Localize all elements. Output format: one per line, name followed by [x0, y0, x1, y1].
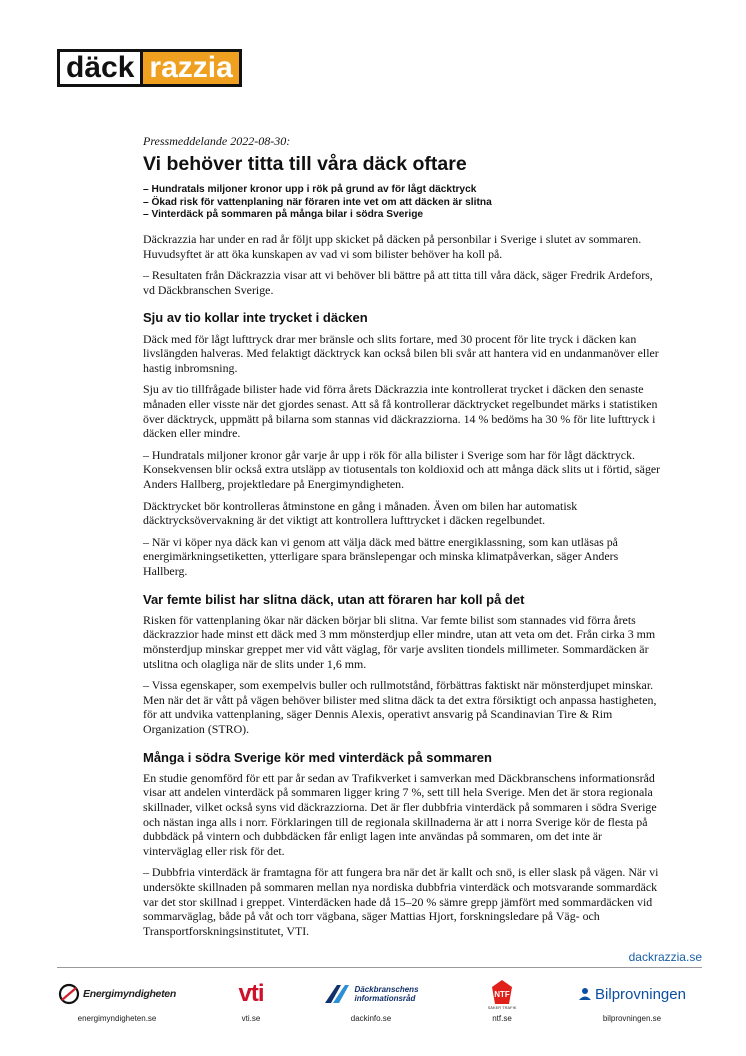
sponsor-name: Däckbranschens informationsråd: [354, 985, 419, 1003]
section-heading: Många i södra Sverige kör med vinterdäck på sommaren: [143, 749, 492, 765]
dateline: Pressmeddelande 2022-08-30:: [143, 134, 291, 148]
sponsor-ntf[interactable]: [442, 976, 562, 1023]
section-heading: Var femte bilist har slitna däck, utan att föraren har koll på det: [143, 591, 525, 607]
sponsor-vti[interactable]: [191, 976, 311, 1023]
paragraph: Däcktrycket bör kontrolleras åtminstone en gång i månaden. Även om bilen har automatisk däcktrycksövervakning är det viktigt att kontrollera lufttrycket i däcken regelbundet.: [143, 498, 578, 528]
dackrazzia-logo: [57, 49, 242, 87]
paragraph: Däck med för lågt lufttryck drar mer bränsle och slits fortare, med 30 procent för lite tryck i däcken kan livslängden halveras. Med felaktigt däcktryck kan också bilen bli svår att hantera vid en undanmanöver eller hastig inbromsning.: [143, 331, 659, 375]
paragraph: – När vi köper nya däck kan vi genom att välja däck med bättre energiklassning, som kan utläsas på energimärkningsetiketten, ytterligare spara bränslepengar och minska klimatpåverkan, säger Anders Hallberg.: [143, 534, 619, 578]
sponsor-url: vti.se: [241, 1014, 261, 1023]
summary-bullet: – Vinterdäck på sommaren på många bilar i södra Sverige: [143, 209, 424, 221]
ntf-tagline: SÄKER TRAFIK: [487, 1004, 517, 1010]
vti-logo-icon: vti: [238, 980, 264, 1007]
sponsor-url: dackinfo.se: [350, 1014, 392, 1023]
sponsor-bilprovningen[interactable]: [572, 976, 692, 1023]
sponsor-url: energimyndigheten.se: [77, 1014, 157, 1023]
sponsor-dackinfo[interactable]: [311, 976, 431, 1023]
bilprovningen-logo-icon: [578, 987, 592, 1001]
paragraph: En studie genomförd för ett par år sedan av Trafikverket i samverkan med Däckbranschens informationsråd visar att andelen vinterdäck på sommaren ligger kring 7 %, sett till hela Sverige. Men det är stora regionala skillnader, vilket också syns vid däckrazziorna. Det är fler dubbfria vinterdäck på sommaren i södra Sverige och nästan inga alls i norr. Förklaringen till de regionala skillnaderna är att i norra Sverige kör de flesta på dubbdäck på vintern och dubbdäcken får enligt lagen inte användas på sommaren, om det inte är vinterväglag eller risk för det.: [143, 770, 657, 858]
sponsor-name: Energimyndigheten: [83, 988, 176, 1000]
paragraph: – Dubbfria vinterdäck är framtagna för att fungera bra när det är kallt och snö, is eller slask på vägen. När vi undersökte skillnaden på sommaren mellan nya nordiska dubbfria vinterdäck och motsvarande sommardäck var det stor skillnad i greppet. Vinterdäcken hade då 15–20 % sämre grepp jämfört med sommardäcken vid sommarväglag, både på våt och torr vägbana, säger Mattias Hjort, forskningsledare på Väg- och Transportforskningsinstitutet, VTI.: [143, 865, 659, 938]
summary-bullets: [143, 184, 663, 222]
footer-divider: [57, 967, 702, 968]
logo-part-dack: däck: [57, 49, 140, 87]
section-heading: Sju av tio kollar inte trycket i däcken: [143, 310, 368, 326]
ntf-logo-icon: [491, 979, 513, 1005]
intro-quote: – Resultaten från Däckrazzia visar att vi behöver bli bättre på att titta till våra däck, säger Fredrik Ardefors, vd Däckbranschen Sverige.: [143, 268, 653, 297]
sponsor-logos: [57, 976, 702, 1036]
energimyndigheten-logo-icon: [58, 983, 80, 1005]
summary-bullet: – Ökad risk för vattenplaning när föraren inte vet om att däcken är slitna: [143, 196, 492, 208]
sponsor-url: ntf.se: [492, 1014, 512, 1023]
sponsor-url: bilprovningen.se: [602, 1014, 662, 1023]
site-link[interactable]: dackrazzia.se: [628, 950, 702, 964]
logo-part-razzia: razzia: [140, 49, 241, 87]
svg-text:NTF: NTF: [494, 989, 510, 999]
sponsor-name: Bilprovningen: [595, 985, 686, 1003]
paragraph: Sju av tio tillfrågade bilister hade vid förra årets Däckrazzia inte kontrollerat trycket i däcken den senaste månaden eller visste när det gjordes senast. Att så få kontrollerar däcktrycket regelbundet märks i statistiken över däcktryck, uppmätt på bilarna som stannas vid däckrazziorna. 14 % bedöms ha 30 % för lite lufttryck i däcken eller mindre.: [143, 382, 658, 441]
paragraph: – Hundratals miljoner kronor går varje år upp i rök för alla bilister i Sverige som har för lågt däcktryck. Konsekvensen blir också extra utsläpp av tiotusentals ton koldioxid och att många däck slits ut i förtid, säger Anders Hallberg, projektledare på Energimyndigheten.: [143, 447, 661, 491]
sponsor-energimyndigheten[interactable]: [57, 976, 177, 1023]
paragraph: Risken för vattenplaning ökar när däcken börjar bli slitna. Var femte bilist som stannades vid förra årets däckrazzior hade minst ett däck med 3 mm mönsterdjup eller mindre, utan att veta om det. Från cirka 3 mm mönsterdjup minskar greppet mer vid vått väglag, för varje avsliten tiondels millimeter. Sommardäcken är utslitna och olagliga när de slits under 1,6 mm.: [143, 612, 656, 671]
intro-paragraph: Däckrazzia har under en rad år följt upp skicket på däcken på personbilar i Sverige i slutet av sommaren. Huvudsyftet är att öka kunskapen av vad vi som bilister behöver ha koll på.: [143, 231, 642, 261]
dackinfo-logo-icon: [323, 983, 351, 1005]
summary-bullet: – Hundratals miljoner kronor upp i rök på grund av för lågt däcktryck: [143, 184, 477, 196]
paragraph: – Vissa egenskaper, som exempelvis buller och rullmotstånd, förbättras faktiskt när mönsterdjupet minskar. Men när det är vått på vägen behöver bilister med slitna däck ta det extra försiktigt och anpassa hastigheten, för att undvika vattenplaning, säger Dennis Alexis, operativt ansvarig på Scandinavian Tire & Rim Organization (STRO).: [143, 678, 657, 736]
page-title: Vi behöver titta till våra däck oftare: [143, 153, 467, 175]
press-release-body: [143, 134, 663, 945]
